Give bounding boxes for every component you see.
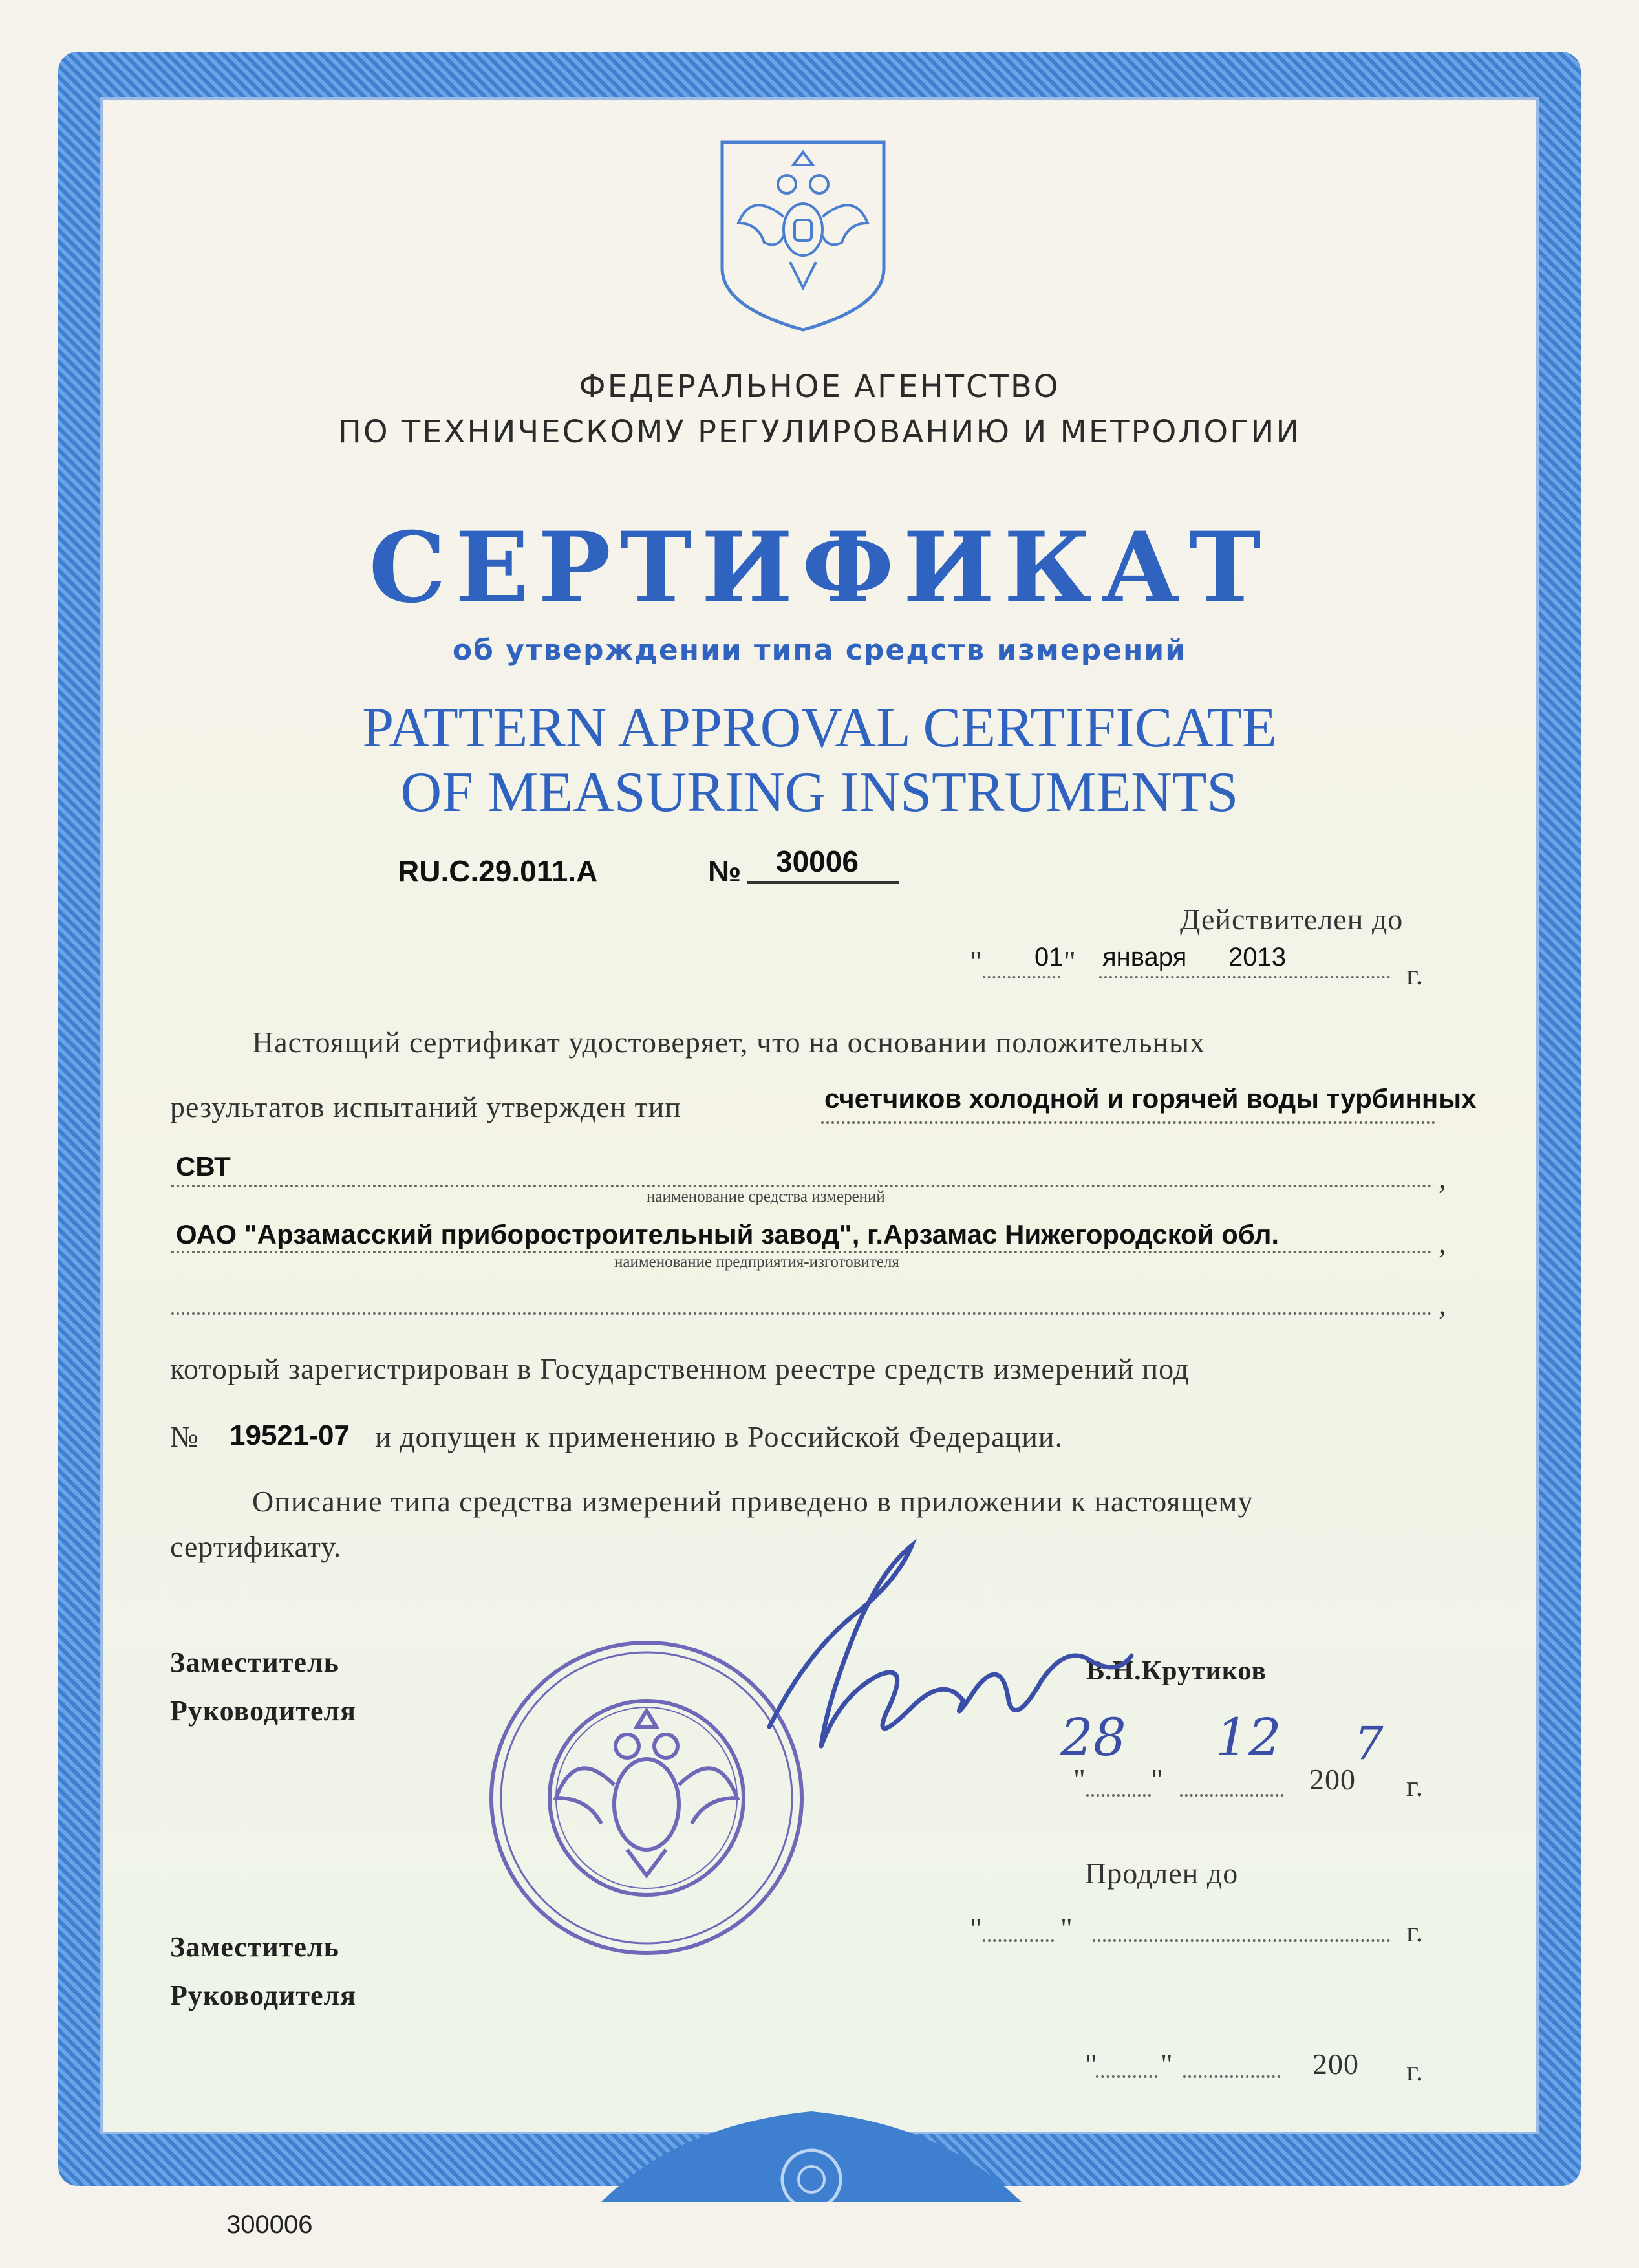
valid-g: г. — [1406, 958, 1424, 991]
deputy2-line2: Руководителя — [170, 1980, 356, 2011]
comma-3: , — [1439, 1288, 1447, 1321]
instrument-name: счетчиков холодной и горячей воды турбинных — [824, 1083, 1477, 1114]
ext-month-dots — [1093, 1937, 1390, 1942]
valid-quote-close: " — [1064, 945, 1077, 978]
date2-year: 200 — [1312, 2047, 1359, 2080]
issue-year-prefix: 200 — [1309, 1763, 1356, 1796]
extended-g: г. — [1406, 1915, 1424, 1948]
issue-month-dots — [1180, 1791, 1283, 1797]
comma-2: , — [1439, 1226, 1447, 1259]
body-line1: Настоящий сертификат удостоверяет, что на основании положительных — [252, 1026, 1205, 1059]
registry-number: 19521-07 — [230, 1420, 350, 1451]
number-underline — [747, 881, 899, 884]
blank-dots — [171, 1310, 1432, 1315]
valid-day: 01 — [1034, 943, 1064, 971]
certificate-title: СЕРТИФИКАТ — [369, 511, 1270, 625]
deputy1-line2: Руководителя — [170, 1695, 356, 1727]
agency-name-line2: ПО ТЕХНИЧЕСКОМУ РЕГУЛИРОВАНИЮ И МЕТРОЛОГИИ — [337, 414, 1302, 450]
instrument-cont-dots — [171, 1182, 1432, 1187]
manufacturer-name: ОАО "Арзамасский приборостроительный завод", г.Арзамас Нижегородской обл. — [176, 1219, 1280, 1249]
date2-day-dots — [1096, 2073, 1157, 2078]
deputy1-line1: Заместитель — [170, 1647, 339, 1678]
instrument-caption: наименование средства измерений — [647, 1188, 885, 1205]
certificate-number: 30006 — [776, 845, 859, 878]
valid-year: 2013 — [1228, 943, 1286, 971]
serial-number: 300006 — [226, 2210, 313, 2239]
certificate-code: RU.C.29.011.A — [398, 854, 598, 888]
agency-name-line1: ФЕДЕРАЛЬНОЕ АГЕНТСТВО — [579, 369, 1060, 405]
day-dots — [983, 973, 1060, 978]
coat-of-arms-icon — [719, 139, 887, 333]
extended-label: Продлен до — [1085, 1857, 1239, 1890]
certificate-subtitle: об утверждении типа средств измерений — [452, 634, 1187, 667]
manufacturer-caption: наименование предприятия-изготовителя — [614, 1253, 899, 1271]
registry-number-sign: № — [170, 1420, 199, 1453]
valid-month: января — [1102, 943, 1187, 971]
date2-quote-open: " — [1085, 2047, 1098, 2080]
date2-quote-close: " — [1161, 2047, 1173, 2080]
registry-line: который зарегистрирован в Государственном реестре средств измерений под — [170, 1352, 1190, 1385]
valid-until-label: Действителен до — [1180, 903, 1404, 936]
number-sign: № — [708, 854, 742, 888]
valid-quote-open: " — [970, 945, 983, 978]
issue-quote-open: " — [1073, 1763, 1086, 1796]
issue-g: г. — [1406, 1769, 1424, 1802]
issue-day-handwritten: 28 — [1060, 1707, 1126, 1767]
ext-day-dots — [983, 1937, 1054, 1942]
signer-name: В.Н.Крутиков — [1086, 1656, 1267, 1686]
description-line1: Описание типа средства измерений приведено в приложении к настоящему — [252, 1485, 1254, 1518]
instrument-name-cont: СВТ — [176, 1151, 231, 1182]
issue-year-handwritten: 7 — [1355, 1717, 1384, 1770]
english-title-line2: OF MEASURING INSTRUMENTS — [400, 761, 1239, 824]
issue-month-handwritten: 12 — [1216, 1707, 1281, 1767]
ext-quote-close: " — [1060, 1912, 1073, 1945]
rosette-ornament-icon — [601, 2086, 1022, 2202]
ext-quote-open: " — [970, 1912, 983, 1945]
manufacturer-dots — [171, 1248, 1432, 1253]
issue-quote-close: " — [1151, 1763, 1164, 1796]
month-dots — [1099, 973, 1390, 978]
description-line2: сертификату. — [170, 1530, 342, 1563]
issue-day-dots — [1086, 1791, 1151, 1797]
registry-tail: и допущен к применению в Российской Федерации. — [375, 1420, 1063, 1453]
date2-g: г. — [1406, 2054, 1424, 2087]
body-line2: результатов испытаний утвержден тип — [170, 1090, 681, 1123]
date2-month-dots — [1183, 2073, 1280, 2078]
instrument-dots — [821, 1119, 1435, 1124]
english-title-line1: PATTERN APPROVAL CERTIFICATE — [362, 697, 1277, 759]
deputy2-line1: Заместитель — [170, 1931, 339, 1963]
comma-1: , — [1439, 1161, 1447, 1194]
